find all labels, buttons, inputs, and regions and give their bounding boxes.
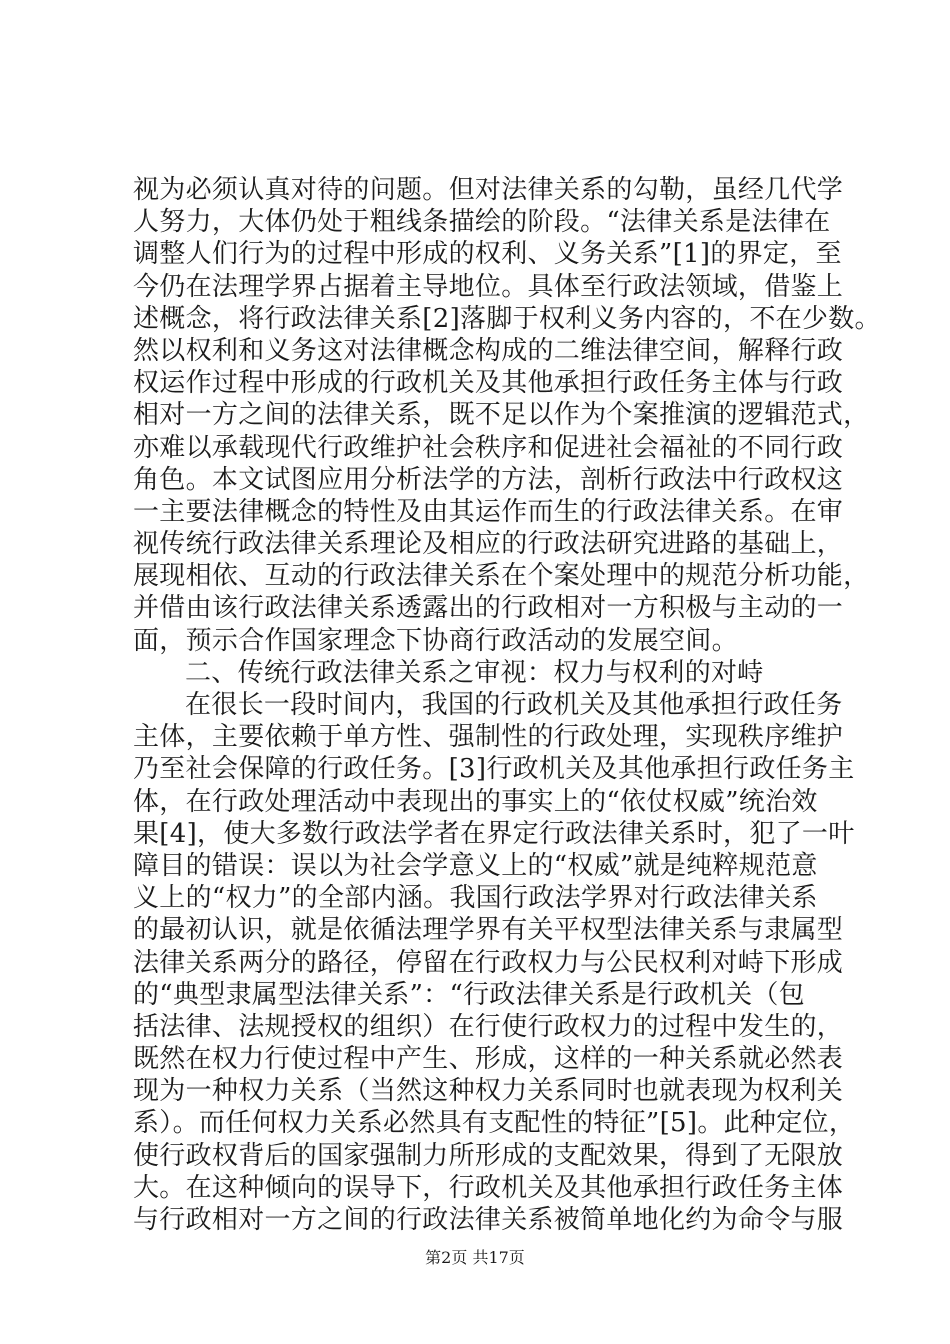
text-line: 乃至社会保障的行政任务。[3]行政机关及其他承担行政任务主 [133,754,855,785]
text-line: 然以权利和义务这对法律概念构成的二维法律空间，解释行政 [133,335,844,366]
body-text [133,174,881,1236]
text-line: 权运作过程中形成的行政机关及其他承担行政任务主体与行政 [133,368,844,399]
text-line: 系）。而任何权力关系必然具有支配性的特征”[5]。此种定位， [133,1108,856,1139]
text-line: 主体，主要依赖于单方性、强制性的行政处理，实现秩序维护 [133,722,844,753]
text-line: 并借由该行政法律关系透露出的行政相对一方积极与主动的一 [133,593,844,624]
text-line: 的最初认识，就是依循法理学界有关平权型法律关系与隶属型 [133,915,844,946]
text-line: 视传统行政法律关系理论及相应的行政法研究进路的基础上， [133,529,844,560]
text-line: 展现相依、互动的行政法律关系在个案处理中的规范分析功能， [133,561,870,592]
section-heading: 二、传统行政法律关系之审视：权力与权利的对峙 [185,657,764,688]
text-line: 调整人们行为的过程中形成的权利、义务关系”[1]的界定，至 [133,239,842,270]
text-line: 与行政相对一方之间的行政法律关系被简单地化约为命令与服 [133,1205,844,1235]
text-line: 体，在行政处理活动中表现出的事实上的“依仗权威”统治效 [133,786,818,817]
page-number: 第2页 共17页 [425,1248,525,1267]
text-line: 视为必须认真对待的问题。但对法律关系的勾勒，虽经几代学 [133,175,844,205]
text-line: 人努力，大体仍处于粗线条描绘的阶段。“法律关系是法律在 [133,207,831,238]
text-line: 义上的“权力”的全部内涵。我国行政法学界对行政法律关系 [133,883,818,914]
text-line: 相对一方之间的法律关系，既不足以作为个案推演的逻辑范式， [133,400,870,431]
text-line: 的“典型隶属型法律关系”：“行政法律关系是行政机关（包 [133,979,805,1010]
text-line: 今仍在法理学界占据着主导地位。具体至行政法领域，借鉴上 [133,271,844,302]
text-line: 法律关系两分的路径，停留在行政权力与公民权利对峙下形成 [133,947,844,978]
text-line: 使行政权背后的国家强制力所形成的支配效果，得到了无限放 [133,1140,844,1171]
text-line: 在很长一段时间内，我国的行政机关及其他承担行政任务 [185,690,843,720]
text-line: 括法律、法规授权的组织）在行使行政权力的过程中发生的， [133,1011,844,1042]
text-line: 既然在权力行使过程中产生、形成，这样的一种关系就必然表 [133,1044,844,1075]
text-line: 果[4]，使大多数行政法学者在界定行政法律关系时，犯了一叶 [133,818,855,849]
text-line: 述概念，将行政法律关系[2]落脚于权利义务内容的，不在少数。 [133,303,881,334]
text-line: 角色。本文试图应用分析法学的方法，剖析行政法中行政权这 [133,464,844,495]
text-line: 一主要法律概念的特性及由其运作而生的行政法律关系。在审 [133,496,844,527]
text-line: 面，预示合作国家理念下协商行政活动的发展空间。 [133,625,738,656]
text-line: 大。在这种倾向的误导下，行政机关及其他承担行政任务主体 [133,1172,844,1203]
text-line: 现为一种权力关系（当然这种权力关系同时也就表现为权利关 [133,1076,844,1107]
text-line: 障目的错误：误以为社会学意义上的“权威”就是纯粹规范意 [133,850,818,881]
text-line: 亦难以承载现代行政维护社会秩序和促进社会福祉的不同行政 [133,432,844,463]
